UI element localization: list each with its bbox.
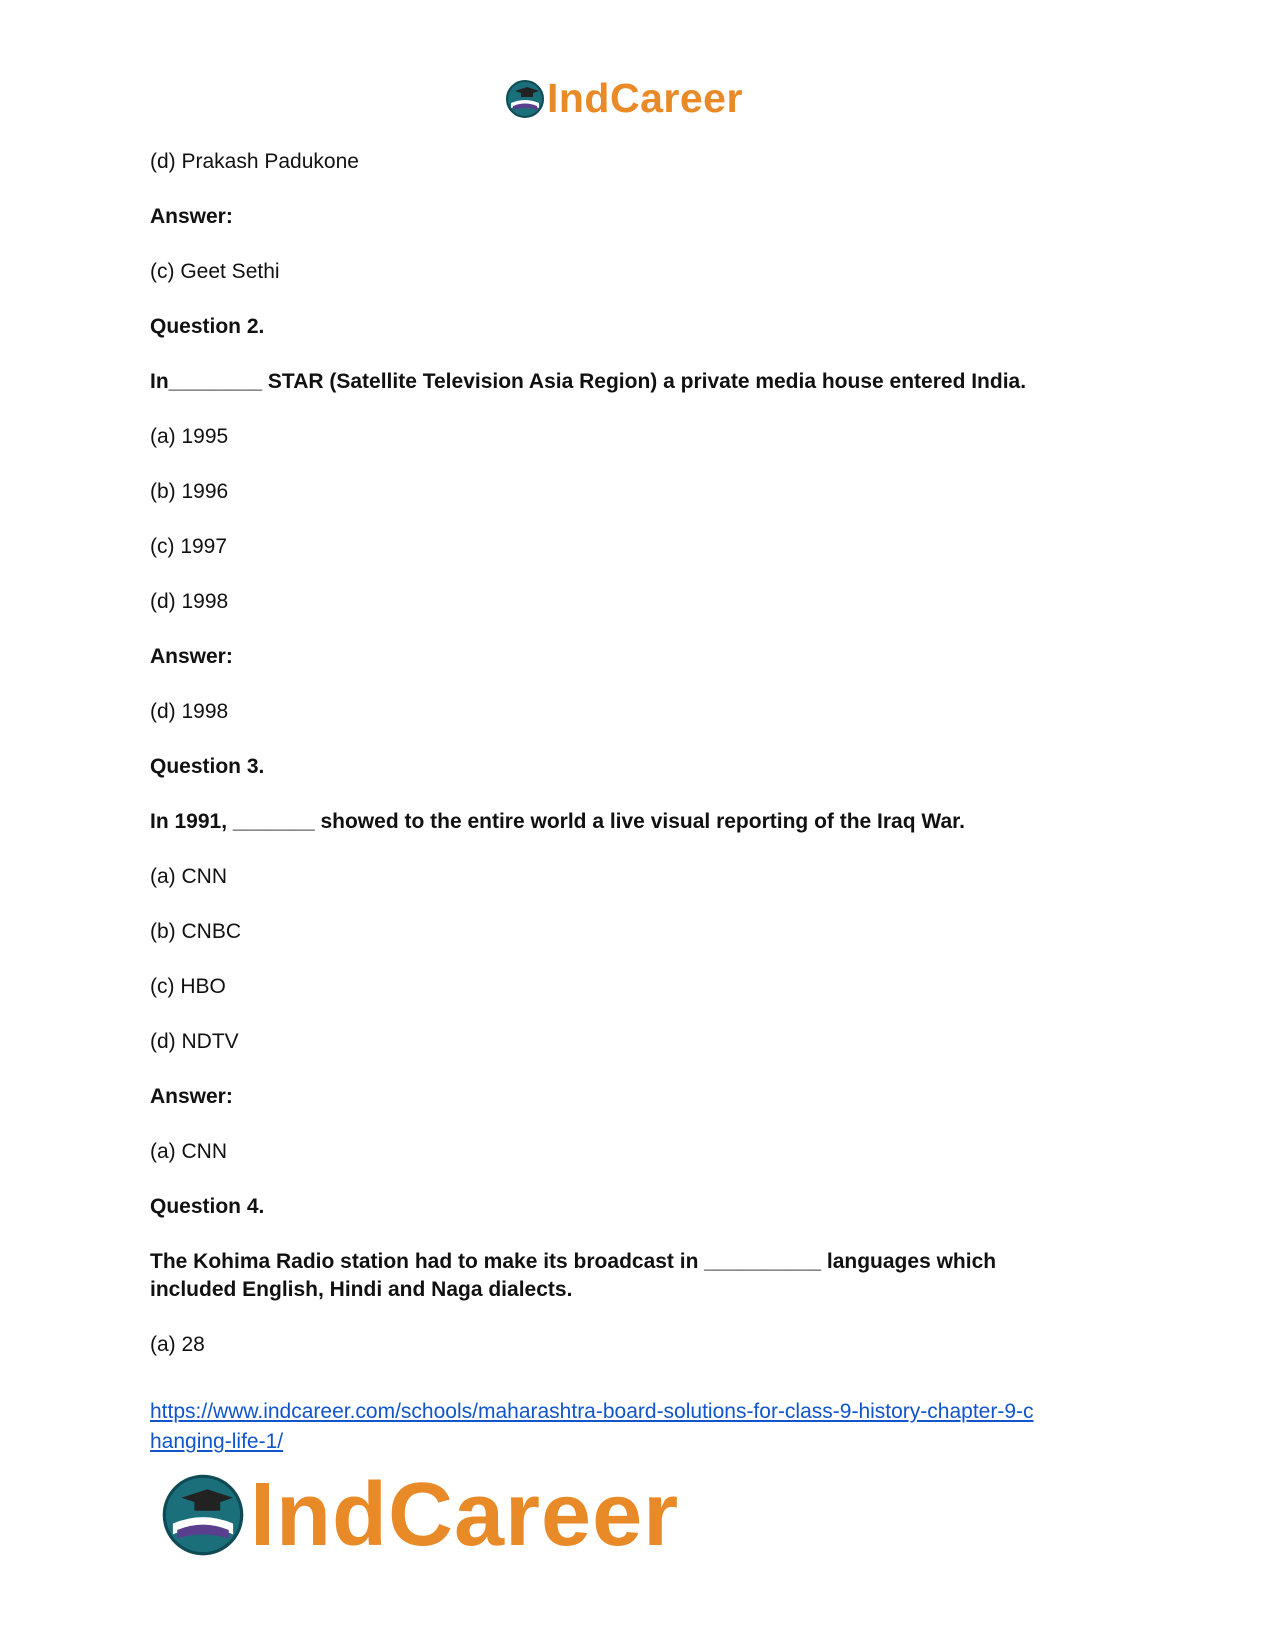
answer-value: (d) 1998: [150, 700, 229, 723]
question-text: In________ STAR (Satellite Television Asia Region) a private media house entered India.: [150, 370, 1027, 393]
answer-value: (c) Geet Sethi: [150, 260, 280, 283]
option-line: (d) Prakash Padukone: [150, 150, 359, 173]
option-line: (a) 1995: [150, 425, 229, 448]
answer-label: Answer:: [150, 205, 233, 228]
question-text-line: The Kohima Radio station had to make its broadcast in __________ languages which: [150, 1250, 997, 1273]
logo-text: IndCareer: [250, 1465, 680, 1565]
option-line: (c) 1997: [150, 535, 228, 558]
source-link-line: https://www.indcareer.com/schools/maharashtra-board-solutions-for-class-9-history-chapter-9-c: [150, 1400, 1034, 1423]
question-text: In 1991, _______ showed to the entire world a live visual reporting of the Iraq War.: [150, 810, 965, 833]
globe-book-icon: [160, 1472, 246, 1558]
option-line: (d) 1998: [150, 590, 229, 613]
source-link-line: hanging-life-1/: [150, 1430, 284, 1453]
option-line: (a) 28: [150, 1333, 205, 1356]
answer-label: Answer:: [150, 645, 233, 668]
question-text-line: included English, Hindi and Naga dialects.: [150, 1278, 573, 1301]
question-heading: Question 3.: [150, 755, 265, 778]
option-line: (c) HBO: [150, 975, 226, 998]
option-line: (a) CNN: [150, 865, 227, 888]
option-line: (b) CNBC: [150, 920, 242, 943]
footer-logo: [160, 1465, 680, 1565]
answer-value: (a) CNN: [150, 1140, 227, 1163]
option-line: (b) 1996: [150, 480, 229, 503]
globe-book-icon: [505, 79, 545, 119]
question-text: [150, 1248, 1130, 1304]
option-line: (d) NDTV: [150, 1030, 239, 1053]
document-body: [150, 148, 1130, 1386]
logo-text: IndCareer: [547, 75, 743, 121]
question-heading: Question 2.: [150, 315, 265, 338]
header-logo: [505, 75, 743, 121]
source-link[interactable]: [150, 1397, 1140, 1457]
question-heading: Question 4.: [150, 1195, 265, 1218]
answer-label: Answer:: [150, 1085, 233, 1108]
